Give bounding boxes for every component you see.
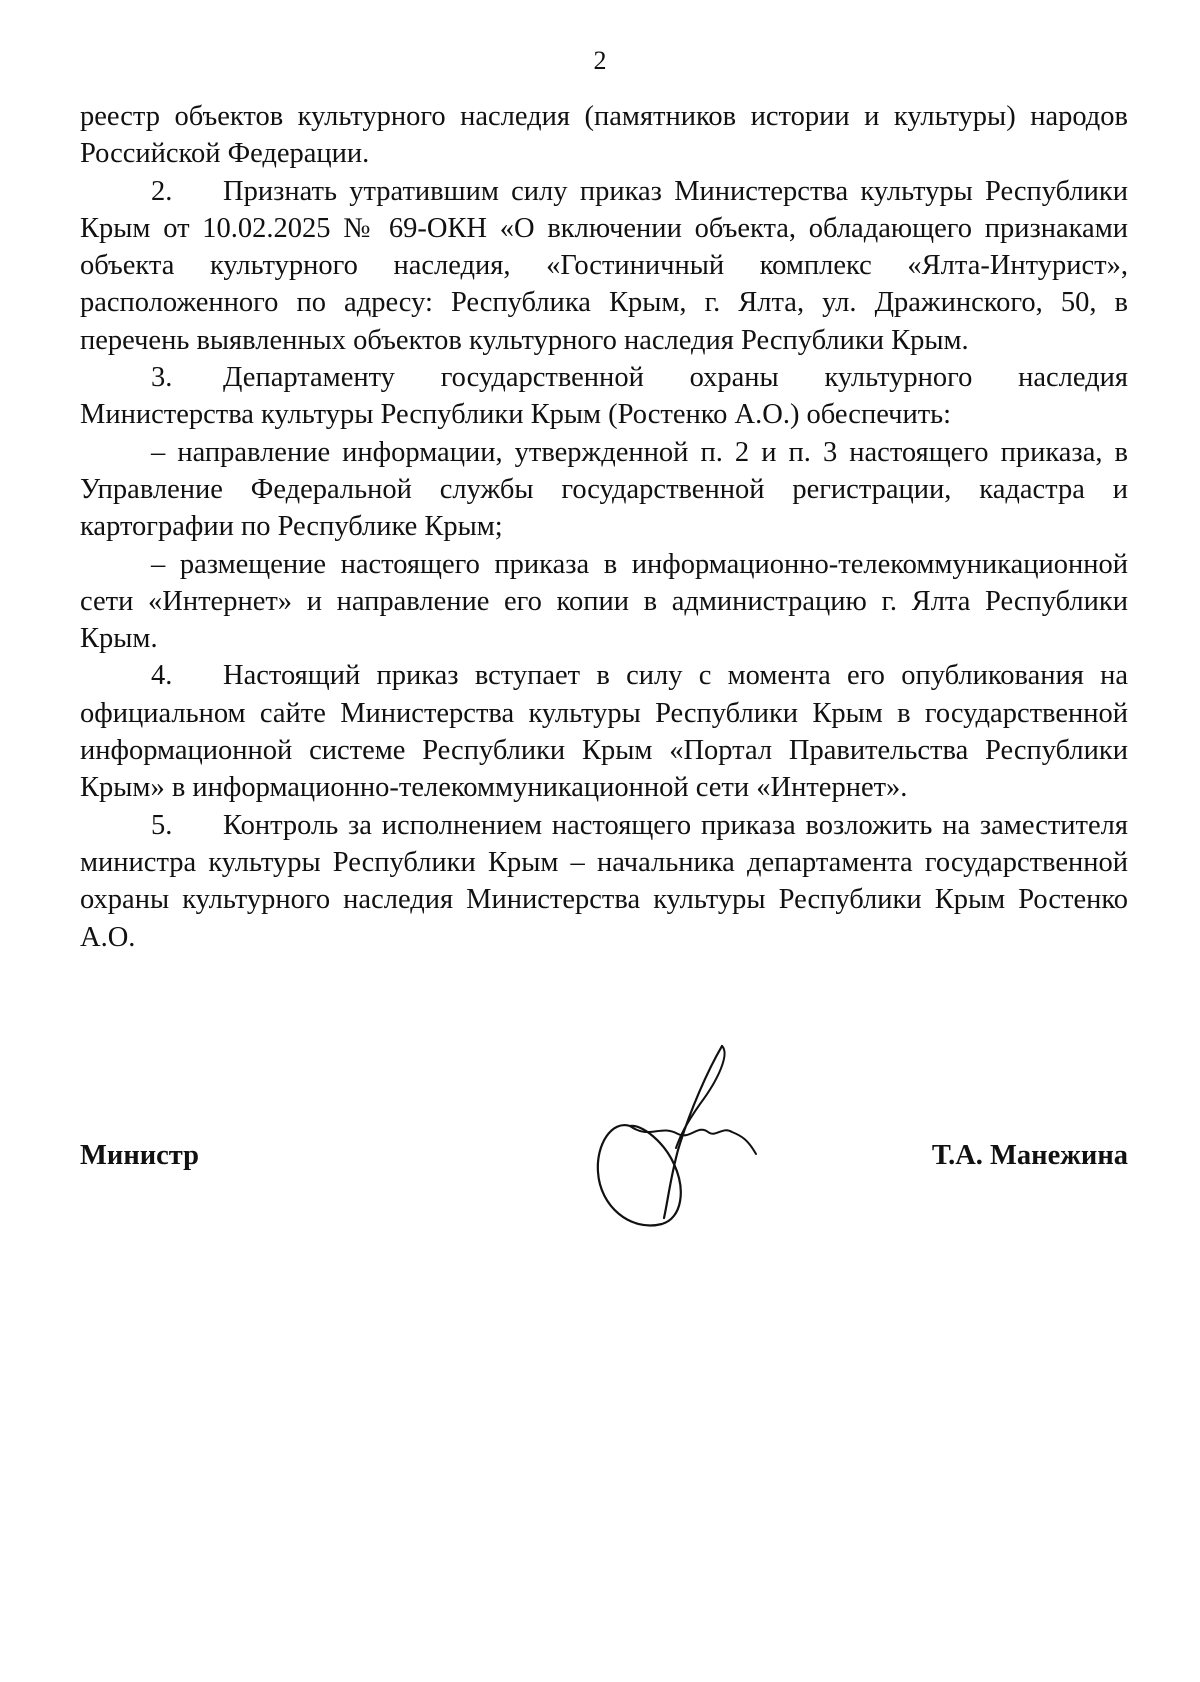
- clause-number: 2.: [151, 175, 173, 207]
- sub-item-2: [80, 546, 1128, 658]
- page-number: 2: [593, 46, 607, 75]
- clause-5: [80, 807, 1128, 956]
- sub-item-1: [80, 434, 1128, 546]
- clause-text: Признать утратившим силу приказ Министерства культуры Республики Крым от 10.02.2025 № 69-ОКН «О включении объекта, обладающего признаками объекта культурного наследия, «Гостиничный комплекс «Ялта-Интурист», расположенного по адресу: Республика Крым, г. Ялта, ул. Дражинского, 50, в перечень выявленных объектов культурного наследия Республики Крым.: [80, 175, 1128, 356]
- clause-2: [80, 173, 1128, 359]
- clause-number: 3.: [151, 362, 173, 394]
- clause-text: Контроль за исполнением настоящего приказа возложить на заместителя министра культуры Республики Крым – начальника департамента государственной охраны культурного наследия Министерства культуры Республики Крым Ростенко А.О.: [80, 809, 1128, 953]
- document-body: [80, 98, 1128, 956]
- sub-item-text: – направление информации, утвержденной п. 2 и п. 3 настоящего приказа, в Управление Федеральной службы государственной регистрации, кадастра и картографии по Республике Крым;: [80, 436, 1128, 543]
- clause-4: [80, 657, 1128, 806]
- signer-name: Т.А. Манежина: [931, 1140, 1128, 1171]
- clause-number: 5.: [151, 809, 173, 841]
- sub-item-text: – размещение настоящего приказа в информационно-телекоммуникационной сети «Интернет» и направление его копии в администрацию г. Ялта Республики Крым.: [80, 548, 1128, 655]
- paragraph-continuation: [80, 98, 1128, 173]
- signer-title: Министр: [80, 1140, 200, 1171]
- clause-text: Департаменту государственной охраны культурного наследия Министерства культуры Республики Крым (Ростенко А.О.) обеспечить:: [80, 362, 1128, 431]
- paragraph-text: реестр объектов культурного наследия (памятников истории и культуры) народов Российской Федерации.: [80, 101, 1128, 170]
- clause-number: 4.: [151, 660, 173, 692]
- signature-block: [80, 1140, 1128, 1200]
- clause-text: Настоящий приказ вступает в силу с момента его опубликования на официальном сайте Министерства культуры Республики Крым в государственной информационной системе Республики Крым «Портал Правительства Республики Крым» в информационно-телекоммуникационной сети «Интернет».: [80, 660, 1128, 804]
- clause-3: [80, 359, 1128, 434]
